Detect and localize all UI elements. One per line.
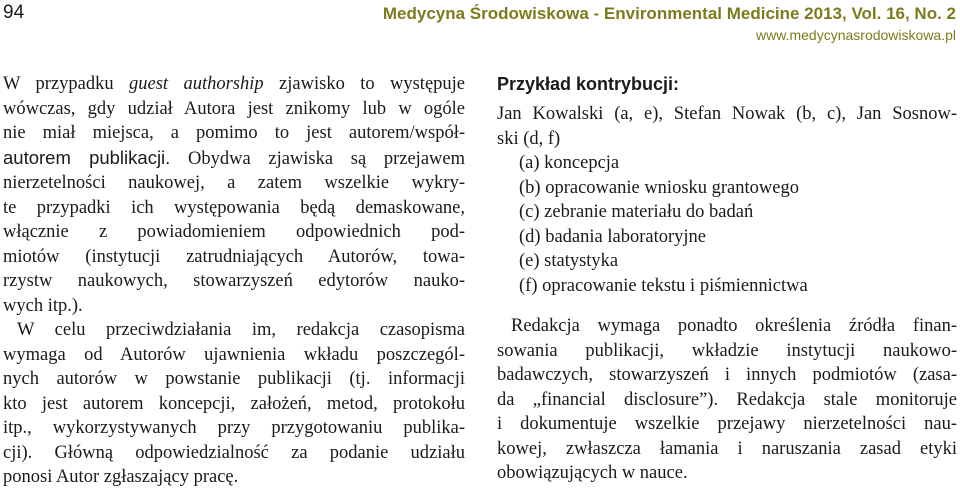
journal-url-link[interactable]: www.medycynasrodowiskowa.pl xyxy=(756,27,956,43)
text-line: Jan Kowalski (a, e), Stefan Nowak (b, c), Jan Sosnow- xyxy=(497,104,957,124)
text-line: itp., wykorzystywanych przy przygotowaniu publika- xyxy=(3,418,465,438)
text-line: cji). Główną odpowiedzialność za podanie udziału xyxy=(3,442,465,463)
text-line: ponosi Autor zgłaszający pracę. xyxy=(3,467,239,487)
text-line: badawczych, stowarzyszeń i innych podmiotów (zasa- xyxy=(497,365,957,385)
contribution-heading: Przykład kontrybucji: xyxy=(497,74,680,94)
text-line: i dokumentuje wszelkie przejawy nierzetelności nau- xyxy=(497,414,957,434)
text-line: nierzetelności naukowej, a zatem wszelkie wykry- xyxy=(3,173,465,193)
text-line: wych itp.). xyxy=(3,295,83,316)
text-segment: autorem publikacji. xyxy=(3,146,171,168)
text-line: ski (d, f) xyxy=(497,128,561,149)
contribution-item: (d) badania laboratoryjne xyxy=(519,226,706,247)
contribution-item: (b) opracowanie wniosku grantowego xyxy=(519,177,799,198)
text-line xyxy=(3,72,465,97)
text-segment: zjawisko to występuje xyxy=(263,74,466,94)
text-line: sowania publikacji, wkładzie instytucji naukowo- xyxy=(497,340,957,361)
text-line: nych autorów w powstanie publikacji (tj. informacji xyxy=(3,369,465,389)
contribution-item: (c) zebranie materiału do badań xyxy=(519,202,754,222)
text-segment: Obydwa zjawiska są przejawem xyxy=(170,148,465,169)
paragraph-gap xyxy=(497,298,957,314)
text-line: włącznie z powiadomieniem odpowiednich pod- xyxy=(3,222,465,242)
contribution-item: (a) koncepcja xyxy=(519,153,620,173)
text-line: da „financial disclosure”). Redakcja stale monitoruje xyxy=(497,389,957,410)
journal-title: Medycyna Środowiskowa - Environmental Medicine 2013, Vol. 16, No. 2 xyxy=(382,4,956,23)
text-segment: W przypadku xyxy=(3,74,130,94)
text-line: wymaga od Autorów ujawnienia wkładu poszczegól- xyxy=(3,344,465,365)
left-column xyxy=(3,72,465,490)
page-header xyxy=(0,0,960,60)
italic-term: guest authorship xyxy=(129,74,264,94)
text-line: W celu przeciwdziałania im, redakcja czasopisma xyxy=(17,320,465,340)
text-line: obowiązujących w nauce. xyxy=(497,463,688,483)
text-line: Redakcja wymaga ponadto określenia źródła finan- xyxy=(511,316,957,336)
contribution-item: (f) opracowanie tekstu i piśmiennictwa xyxy=(519,275,808,296)
text-line: nie miał miejsca, a pomimo to jest autorem/współ- xyxy=(3,123,465,143)
text-line: te przypadki ich występowania będą demaskowane, xyxy=(3,197,465,218)
right-column xyxy=(497,72,957,486)
text-line: kto jest autorem koncepcji, założeń, metod, protokołu xyxy=(3,393,465,414)
page-number: 94 xyxy=(3,2,25,23)
text-line: wówczas, gdy udział Autora jest znikomy lub w ogóle xyxy=(3,98,465,119)
text-line xyxy=(3,146,465,172)
text-line: rzystw naukowych, stowarzyszeń edytorów nauko- xyxy=(3,271,465,291)
text-line: kowej, zwłaszcza łamania i naruszania zasad etyki xyxy=(497,438,957,459)
text-line: miotów (instytucji zatrudniających Autorów, towa- xyxy=(3,246,465,267)
contribution-item: (e) statystyka xyxy=(519,251,619,271)
